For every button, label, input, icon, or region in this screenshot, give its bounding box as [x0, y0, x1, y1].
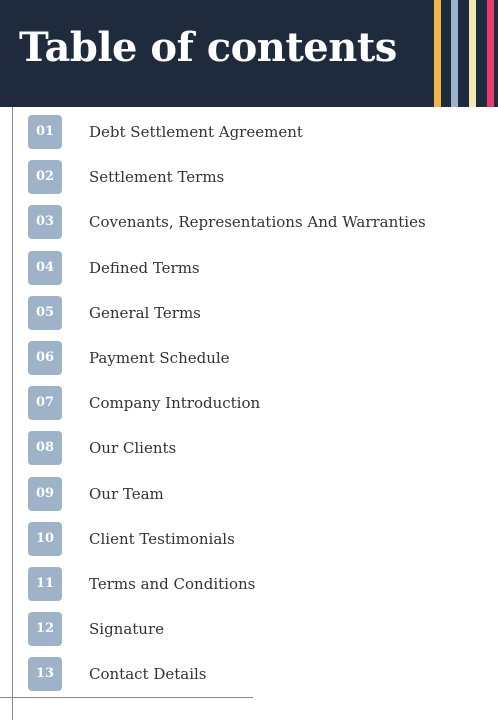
item-number-badge: 05 [28, 296, 62, 330]
item-number-badge: 06 [28, 341, 62, 375]
list-item [28, 160, 468, 194]
list-item [28, 296, 468, 330]
item-label: Client Testimonials [89, 530, 235, 548]
item-number-badge: 09 [28, 477, 62, 511]
header-banner [0, 0, 498, 107]
item-label: General Terms [89, 304, 201, 322]
item-label: Signature [89, 620, 165, 638]
accent-stripe-3 [469, 0, 476, 107]
list-item [28, 386, 468, 420]
item-number-badge: 10 [28, 522, 62, 556]
item-number-badge: 02 [28, 160, 62, 194]
list-item [28, 477, 468, 511]
accent-stripe-2 [451, 0, 458, 107]
item-number-badge: 03 [28, 205, 62, 239]
item-number-badge: 11 [28, 567, 62, 601]
item-label: Covenants, Representations And Warranties [89, 213, 426, 231]
accent-stripe-4 [487, 0, 494, 107]
list-item [28, 115, 468, 149]
item-label: Our Team [89, 485, 164, 503]
item-label: Terms and Conditions [89, 575, 256, 593]
page-title: Table of contents [19, 24, 397, 71]
item-label: Defined Terms [89, 259, 200, 277]
bottom-divider-line [0, 697, 253, 698]
item-number-badge: 12 [28, 612, 62, 646]
left-divider-line [12, 107, 13, 720]
item-number-badge: 08 [28, 431, 62, 465]
item-label: Contact Details [89, 665, 207, 683]
list-item [28, 657, 468, 691]
item-label: Settlement Terms [89, 168, 225, 186]
item-number-badge: 13 [28, 657, 62, 691]
item-number-badge: 04 [28, 251, 62, 285]
item-label: Company Introduction [89, 394, 261, 412]
item-label: Debt Settlement Agreement [89, 123, 303, 141]
list-item [28, 251, 468, 285]
list-item [28, 341, 468, 375]
list-item [28, 612, 468, 646]
item-label: Our Clients [89, 439, 177, 457]
list-item [28, 522, 468, 556]
item-number-badge: 07 [28, 386, 62, 420]
item-label: Payment Schedule [89, 349, 230, 367]
list-item [28, 431, 468, 465]
list-item [28, 567, 468, 601]
accent-stripe-1 [434, 0, 441, 107]
item-number-badge: 01 [28, 115, 62, 149]
list-item [28, 205, 468, 239]
